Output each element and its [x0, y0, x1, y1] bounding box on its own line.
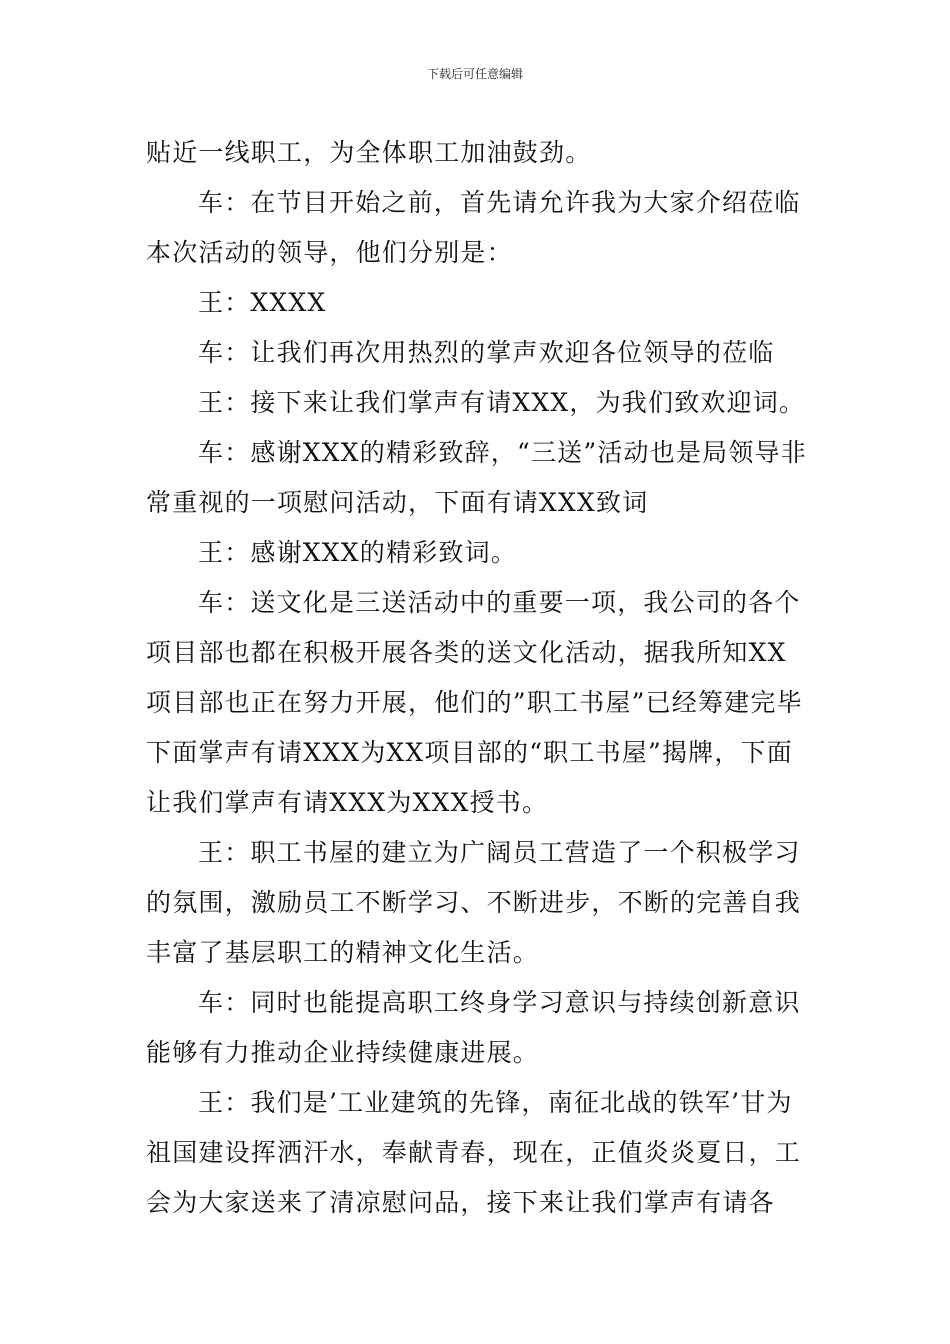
paragraph-che-culture: 车：送文化是三送活动中的重要一项，我公司的各个项目部也都在积极开展各类的送文化活动，据我所知XX项目部也正在努力开展，他们的”职工书屋”已经筹建完毕下面掌声有请XXX为XX项目部的“职工书屋”揭牌，下面让我们掌声有请XXX为XXX授书。 [146, 588, 803, 817]
paragraph-wang-thanks: 王：感谢XXX的精彩致词。 [198, 538, 517, 567]
paragraph-wang-pioneers: 王：我们是’工业建筑的先锋，南征北战的铁军’甘为祖国建设挥洒汗水，奉献青春，现在，正值炎炎夏日，工会为大家送来了清凉慰问品，接下来让我们掌声有请各 [146, 1088, 802, 1217]
paragraph-continuation: 贴近一线职工，为全体职工加油鼓劲。 [146, 138, 592, 167]
paragraph-che-thanks: 车：感谢XXX的精彩致辞，“三送”活动也是局领导非常重视的一项慰问活动，下面有请XXX致词 [146, 438, 807, 517]
paragraph-che-welcome: 车：让我们再次用热烈的掌声欢迎各位领导的莅临 [198, 338, 775, 367]
paragraph-wang-welcome-speech: 王：接下来让我们掌声有请XXX，为我们致欢迎词。 [198, 388, 806, 417]
document-body [146, 128, 810, 1228]
page-header: 下载后可任意编辑 [426, 67, 523, 81]
paragraph-che-learning: 车：同时也能提高职工终身学习意识与持续创新意识能够有力推动企业持续健康进展。 [146, 988, 801, 1067]
paragraph-che-intro-leaders: 车：在节目开始之前，首先请允许我为大家介绍莅临本次活动的领导，他们分别是： [146, 188, 801, 267]
paragraph-wang-bookhouse: 王：职工书屋的建立为广阔员工营造了一个积极学习的氛围，激励员工不断学习、不断进步，不断的完善自我丰富了基层职工的精神文化生活。 [146, 838, 802, 967]
paragraph-wang-leaders: 王：XXXX [198, 288, 327, 317]
